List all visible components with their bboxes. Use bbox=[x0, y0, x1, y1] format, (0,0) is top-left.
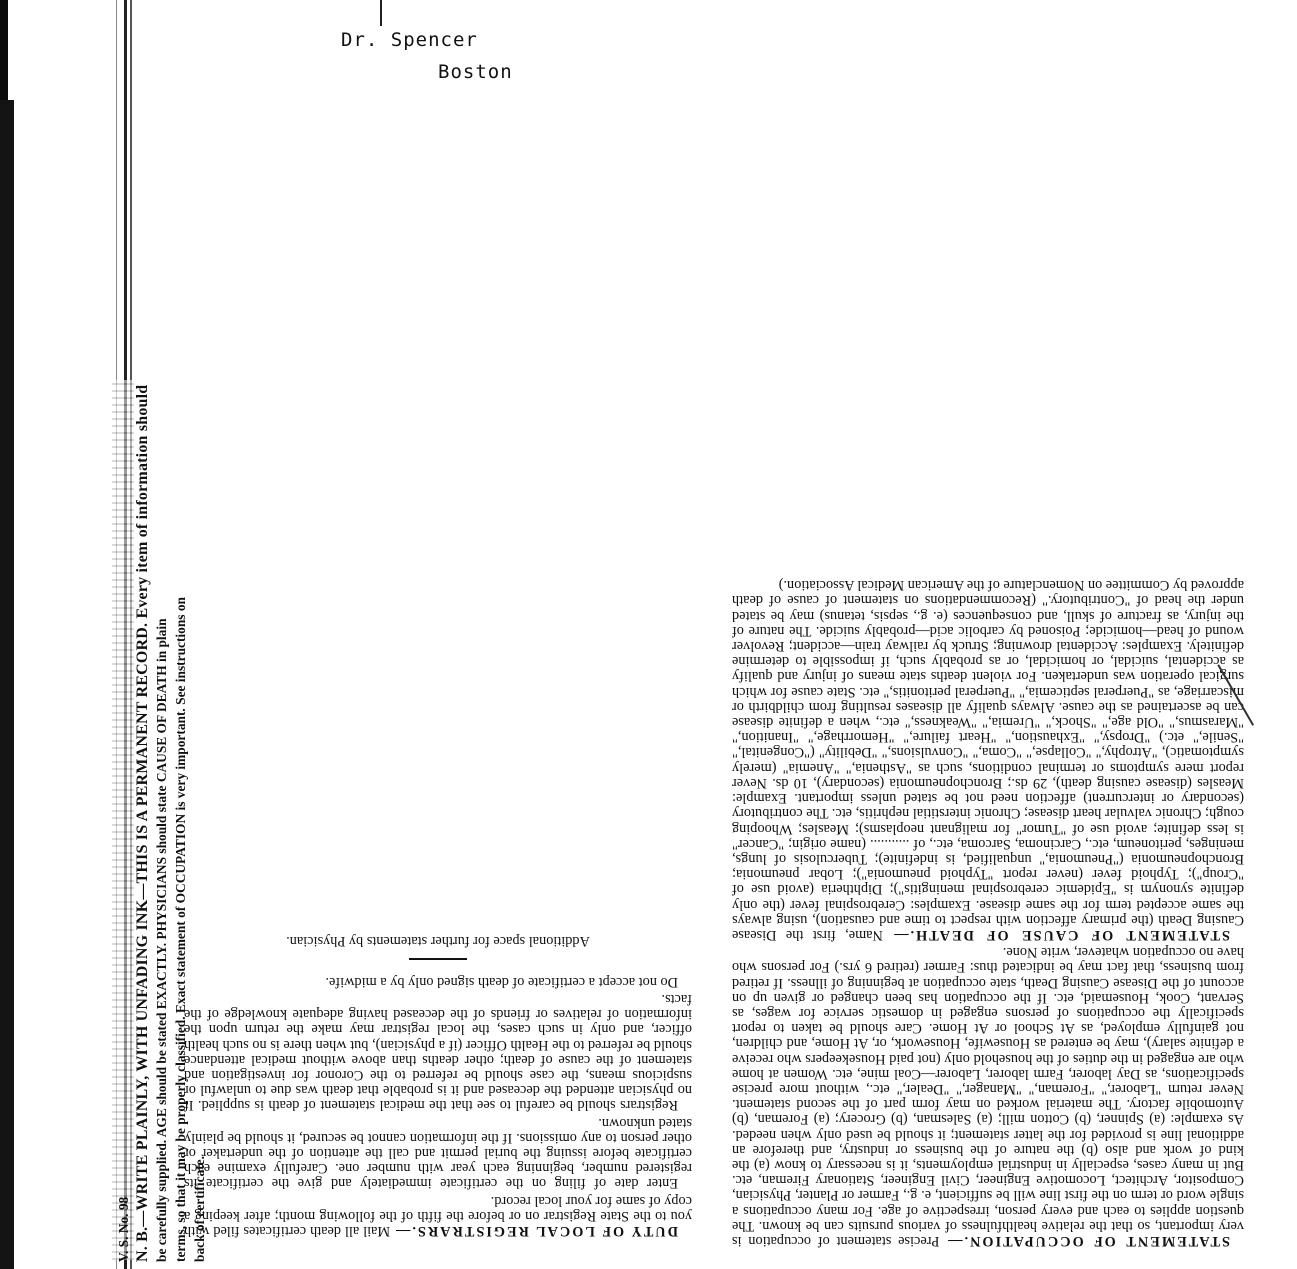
registrars-paragraph: Registrars should be careful to see that the medical statement of death is supplied. If no physician attended the deceased and it is probable that death was due to unlawful or suspicious means, the case should be referred to the Coronor for investigation and statement of the cause of death; other deaths than above without medical attendance should be referred to the Health Officer (if a physician), but when there is no such health officer, and only in such cases, the local registrar may make the return upon the information of relatives or friends of the deceased having adequate knowledge of the facts. bbox=[184, 990, 692, 1114]
registrars-text: Mail all death certificates filed with you to the State Registrar on or before the fifth of the following month; after keeping a copy of same for your local record. bbox=[184, 1192, 692, 1239]
city-name: Boston bbox=[438, 61, 513, 83]
scan-edge-shadow bbox=[0, 100, 14, 1269]
form-number: V. S. No. 98 bbox=[116, 1196, 131, 1262]
instructions-right-column bbox=[732, 108, 1244, 1248]
occupation-heading: STATEMENT OF OCCUPATION.— bbox=[946, 1233, 1230, 1249]
instructions-middle-column bbox=[184, 548, 692, 1238]
notice-line: be carefully supplied. AGE should be stated EXACTLY. PHYSICIANS should state CAUSE OF DEATH in plain bbox=[154, 618, 169, 1262]
notice-line: terms, so that it may be properly classified. Exact statement of OCCUPATION is very important. See instructions on bbox=[173, 597, 188, 1262]
cause-text: Name, first the Disease Causing Death (the primary affection with respect to time and causation), using always the same accepted term for the same disease. Examples: Cerebrospinal fever (the only definite synonym is "Epidemic cerebrospinal meningitis"); Diphtheria (avoid use of "Croup"); Typhoid fever (never report "Typhoid pneumonia"); Lobar pneumonia; Bronchopneumonia ("Pneumonia," unqualified, is indefinite); Tuberculosis of lungs, meninges, peritoneum, etc., Carcinoma, Sarcoma, etc., of ........... (name origin; "Cancer" is less definite; avoid use of "Tumor" for malignant neoplasms); Measles; Whooping cough; Chronic valvular heart disease; Chronic interstitial nephritis, etc. The contributory (secondary or intercurrent) affection need not be stated unless important. Example: Measles (disease causing death), 29 ds.; Bronchopneumonia (secondary), 10 ds. Never report mere symptoms or terminal conditions, such as "Asthenia," "Anemia" (merely symptomatic), "Atrophy," "Collapse," "Coma," "Convulsions," "Debility" ("Congenital," "Senile," etc.) "Dropsy," "Exhaustion," "Heart failure," "Hemorrhage," "Inanition," "Marasmus," "Old age," "Shock," "Uremia," "Weakness," etc., when a definite disease can be ascertained as the cause. Always qualify all diseases resulting from childbirth or miscarriage, as "Puerperal septicemia," "Puerperal peritonitis," etc. State cause for which surgical operation was undertaken. For violent deaths state means of injury and qualify as accidental, suicidal, or homicidal, or as probably such, if impossible to determine definitely. Examples: Accidental drowning; Struck by railway train—accident; Revolver wound of head—homicide; Poisoned by carbolic acid—probably suicide. The nature of the injury, as fracture of skull, and consequences (e. g., sepsis, tetanus) may be stated under the head of "Contributory." (Recommendations on statement of cause of death approved by Committee on Nomenclature of the American Medical Association.) bbox=[732, 577, 1244, 943]
notice-line: back of certificate. bbox=[192, 1156, 207, 1262]
notice-line: N. B.—WRITE PLAINLY, WITH UNFADING INK—THIS IS A PERMANENT RECORD. Every item of information should bbox=[134, 384, 151, 1262]
registrars-paragraph: Enter date of filing on the certificate immediately and give the certificate its registered number, beginning each year with number one. Carefully examine each certificate before issuing the burial permit and call the attention of the undertaker or other person to any omissions. If the information cannot be secured, it should be plainly stated unknown. bbox=[184, 1114, 692, 1192]
additional-space-caption: Additional space for further statements by Physician. bbox=[286, 932, 590, 949]
physician-name: Dr. Spencer bbox=[341, 29, 478, 51]
tick-mark bbox=[380, 0, 382, 26]
cause-heading: STATEMENT OF CAUSE OF DEATH.— bbox=[892, 926, 1230, 943]
registrars-heading: DUTY OF LOCAL REGISTRARS.— bbox=[394, 1223, 678, 1239]
registrars-paragraph: Do not accept a certificate of death signed only by a midwife. bbox=[325, 973, 678, 990]
occupation-text: Precise statement of occupation is very important, so that the relative healthfulness of various pursuits can be known. The question applies to each and every person, irrespective of age. For many occupations a single word or term on the first line will be sufficient, e. g., Farmer or Planter, Physician, Compositor, Architect, Locomotive Engineer, Civil Engineer, Stationary Fireman, etc. But in many cases, especially in industrial employments, it is necessary to know (a) the kind of work and also (b) the nature of the business or industry, and therefore an additional line is provided for the latter statement; it should be used only when needed. As example: (a) Spinner, (b) Cotton mill; (a) Salesman, (b) Grocery; (a) Foreman, (b) Automobile factory. The material worked on may form part of the second statement. Never return "Laborer," "Foreman," "Manager," "Dealer," etc., without more precise specifications, as Day laborer, Farm laborer, Laborer—Coal mine, etc. Women at home who are engaged in the duties of the household only (not paid Housekeepers who receive a definite salary), may be entered as Housewife, Housework, or, At Home, and children, not gainfully employed, as At School or At Home. Care should be taken to report specifically the occupations of persons engaged in domestic service for wages, as Servant, Cook, Housemaid, etc. If the occupation has been changed or given up on account of the Disease Causing Death, state occupation at beginning of illness. If retired from business, that fact may be indicated thus: Farmer (retired 6 yrs.) For persons who have no occupation whatever, write None. bbox=[731, 944, 1244, 1249]
divider bbox=[409, 958, 467, 960]
